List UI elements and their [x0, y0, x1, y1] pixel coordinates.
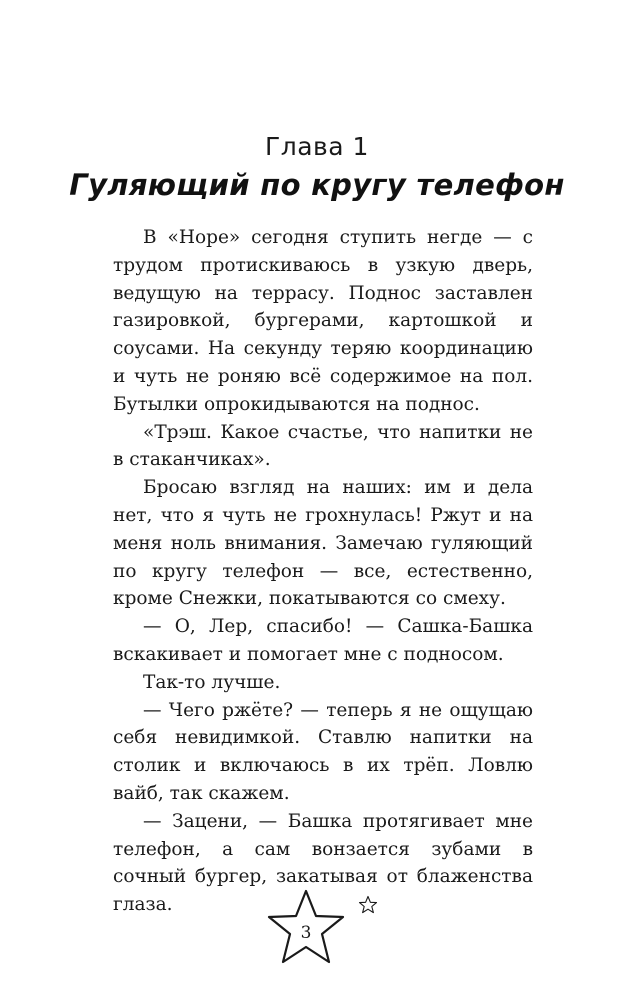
chapter-title: Гуляющий по кругу телефон [69, 168, 565, 202]
paragraph: Бросаю взгляд на наших: им и дела нет, что я чуть не грохнулась! Ржут и на меня ноль внимания. Замечаю гуляющий по кругу телефон — все, естественно, кроме Снежки, покатываются со смеху. [113, 477, 533, 610]
paragraph: В «Норе» сегодня ступить негде — с трудом протискиваюсь в узкую дверь, ведущую на террасу. Поднос заставлен газировкой, бургерами, картошкой и соусами. На секунду теряю координацию и чуть не роняю всё содержимое на пол. Бутылки опрокидываются на поднос. [113, 227, 533, 415]
chapter-label: Глава 1 [265, 132, 369, 161]
chapter-body [113, 224, 533, 919]
paragraph: — О, Лер, спасибо! — Сашка-Башка вскакивает и помогает мне с подносом. [113, 616, 533, 665]
paragraph: «Трэш. Какое счастье, что напитки не в стаканчиках». [113, 421, 533, 471]
star-outline-icon [266, 888, 346, 966]
paragraph: — Чего ржёте? — теперь я не ощущаю себя невидимкой. Ставлю напитки на столик и включаюсь в их трёп. Ловлю вайб, так скажем. [113, 699, 533, 804]
small-star-icon [358, 895, 378, 915]
paragraph: — Зацени, — Башка протягивает мне телефон, а сам вонзается зубами в сочный бургер, закатывая от блаженства глаза. [113, 810, 533, 916]
page-number: 3 [300, 923, 312, 943]
paragraph: Так-то лучше. [143, 671, 281, 693]
